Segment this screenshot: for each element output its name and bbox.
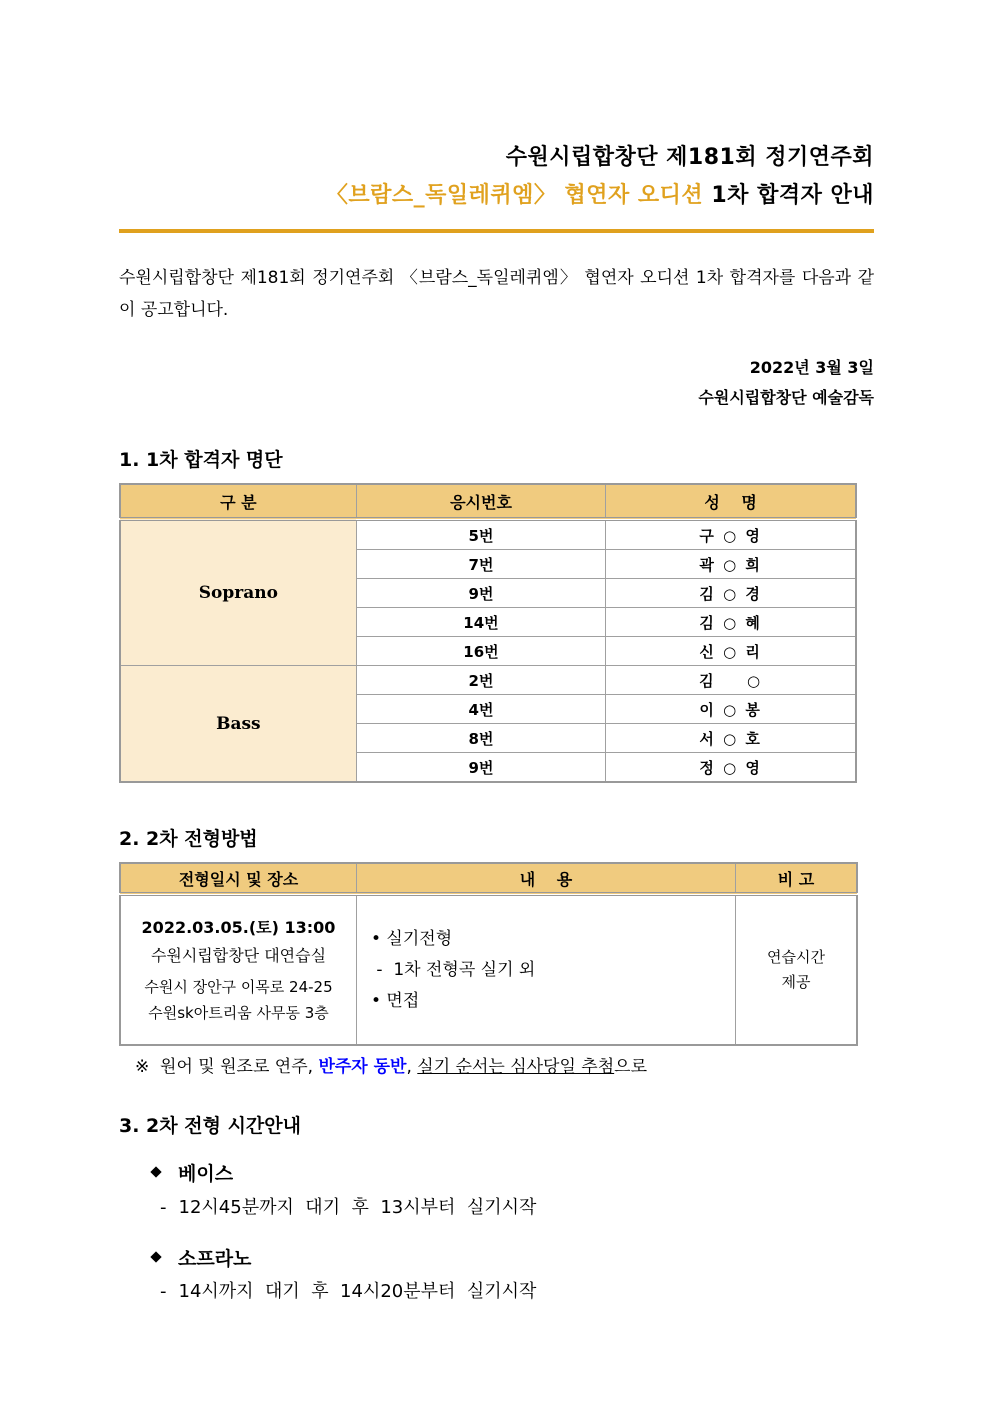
remark-line-2: 제공 [781, 973, 811, 991]
content-item: - 1차 전형곡 실기 외 [371, 959, 536, 980]
schedule-bass-label: 베이스 [152, 1159, 233, 1186]
diamond-bullet-icon [150, 1251, 161, 1262]
datetime-venue-cell [120, 894, 357, 1045]
content-item: • 실기전형 [371, 928, 453, 949]
title-line-1: 수원시립합창단 제181회 정기연주회 [505, 145, 874, 170]
table-row [120, 519, 856, 550]
column-header-name: 성 명 [606, 484, 856, 519]
applicant-name: 신 ○ 리 [606, 637, 856, 666]
method-table [119, 862, 858, 1046]
signer: 수원시립합창단 예술감독 [698, 388, 874, 407]
column-header-datetime-venue: 전형일시 및 장소 [120, 863, 357, 894]
applicant-number: 4번 [356, 695, 606, 724]
exam-address-1: 수원시 장안구 이목로 24-25 [144, 978, 333, 996]
announcement-date: 2022년 3월 3일 [749, 358, 874, 377]
applicant-name: 정 ○ 영 [606, 753, 856, 783]
remark-line-1: 연습시간 [767, 948, 825, 966]
applicant-number: 14번 [356, 608, 606, 637]
section-2-heading: 2. 2차 전형방법 [119, 828, 258, 850]
part-cell-soprano: Soprano [120, 519, 356, 666]
applicant-name: 김 ○ [606, 666, 856, 695]
applicant-name: 서 ○ 호 [606, 724, 856, 753]
title-black-part: 1차 합격자 안내 [703, 183, 874, 208]
exam-venue: 수원시립합창단 대연습실 [150, 946, 327, 965]
applicant-number: 9번 [356, 579, 606, 608]
column-header-number: 응시번호 [356, 484, 606, 519]
table-row [120, 666, 856, 695]
applicant-name: 구 ○ 영 [606, 519, 856, 550]
applicant-name: 이 ○ 봉 [606, 695, 856, 724]
schedule-soprano-detail: - 14시까지 대기 후 14시20분부터 실기시작 [160, 1281, 537, 1302]
schedule-bass-detail: - 12시45분까지 대기 후 13시부터 실기시작 [160, 1197, 537, 1218]
applicant-name: 김 ○ 혜 [606, 608, 856, 637]
applicant-number: 2번 [356, 666, 606, 695]
applicant-name: 김 ○ 경 [606, 579, 856, 608]
applicant-number: 8번 [356, 724, 606, 753]
exam-datetime: 2022.03.05.(토) 13:00 [141, 918, 336, 937]
applicant-number: 16번 [356, 637, 606, 666]
applicant-number: 5번 [356, 519, 606, 550]
table-header-row [120, 484, 856, 519]
diamond-bullet-icon [150, 1166, 161, 1177]
applicant-name: 곽 ○ 희 [606, 550, 856, 579]
table-header-row [120, 863, 857, 894]
column-header-content: 내 용 [357, 863, 736, 894]
column-header-remarks: 비 고 [736, 863, 858, 894]
exam-address-2: 수원sk아트리움 사무동 3층 [148, 1004, 329, 1022]
applicant-number: 9번 [356, 753, 606, 783]
intro-paragraph: 수원시립합창단 제181회 정기연주회 〈브람스_독일레퀴엠〉 협연자 오디션 1차 합격자를 다음과 같이 공고합니다. [119, 268, 874, 320]
part-cell-bass: Bass [120, 666, 356, 783]
column-header-part: 구 분 [120, 484, 356, 519]
title-gold-part: 〈브람스_독일레퀴엠〉 협연자 오디션 [325, 183, 704, 208]
content-item: • 면접 [371, 990, 420, 1011]
order-by-lottery: 실기 순서는 심사당일 추첨 [417, 1057, 615, 1077]
gold-divider [119, 229, 874, 233]
performance-note: ※ 원어 및 원조로 연주, 반주자 동반, 실기 순서는 심사당일 추첨으로 [135, 1057, 648, 1077]
applicant-number: 7번 [356, 550, 606, 579]
table-row [120, 894, 857, 1045]
title-line-2 [326, 178, 874, 209]
passers-table [119, 483, 857, 783]
section-3-heading: 3. 2차 전형 시간안내 [119, 1115, 301, 1137]
schedule-soprano-label: 소프라노 [152, 1244, 251, 1271]
remarks-cell [736, 894, 858, 1045]
content-cell [357, 894, 736, 1045]
section-1-heading: 1. 1차 합격자 명단 [119, 449, 283, 471]
accompanist-required: 반주자 동반 [318, 1057, 407, 1077]
